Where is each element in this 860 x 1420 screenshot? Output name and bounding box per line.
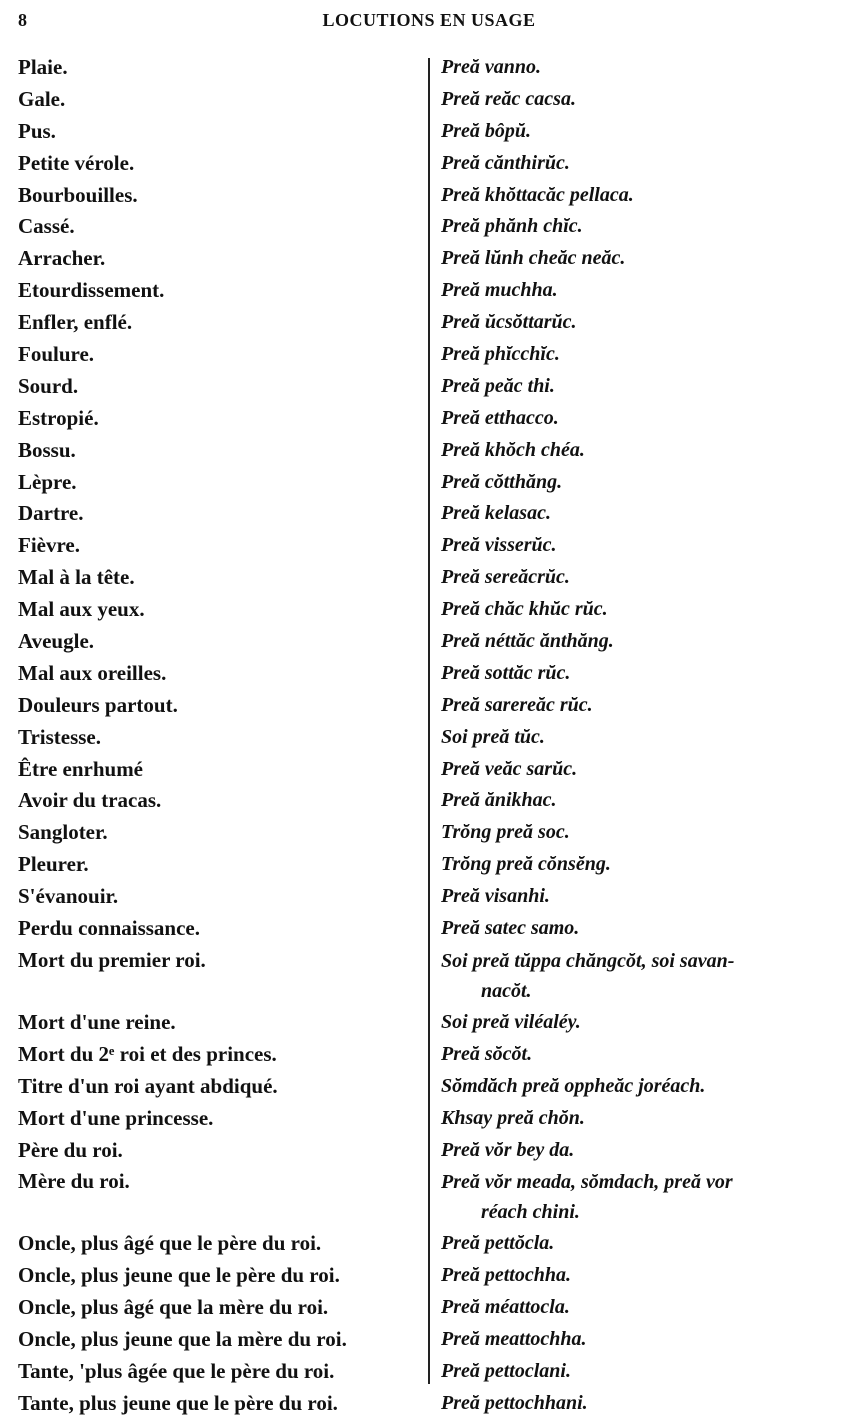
khmer-translation-line: Preă sarereăc rŭc. [441, 693, 593, 716]
vocab-row [0, 754, 860, 786]
khmer-translation [441, 881, 846, 913]
french-term: Père du roi. [18, 1137, 123, 1162]
french-term: Aveugle. [18, 629, 95, 654]
vocab-row [0, 116, 860, 148]
vocab-row [0, 1324, 860, 1356]
khmer-translation-line: Soi preă tŭc. [441, 725, 545, 748]
khmer-translation [441, 403, 846, 435]
vocab-row [0, 849, 860, 881]
french-term: Bourbouilles. [18, 182, 138, 207]
khmer-translation [441, 371, 846, 403]
french-term: Bossu. [18, 437, 76, 462]
french-term: Dartre. [18, 501, 84, 526]
french-term: Mère du roi. [18, 1169, 130, 1194]
khmer-translation [441, 1071, 846, 1103]
khmer-translation [441, 116, 846, 148]
khmer-translation-line: Preă vŏr bey da. [441, 1138, 575, 1161]
running-title: LOCUTIONS EN USAGE [322, 10, 536, 30]
french-term: Estropié. [18, 405, 99, 430]
khmer-translation [441, 243, 846, 275]
french-term: Petite vérole. [18, 150, 135, 175]
vocab-row [0, 562, 860, 594]
khmer-translation-line: Preă etthacco. [441, 406, 559, 429]
khmer-translation [441, 84, 846, 116]
vocab-row [0, 243, 860, 275]
khmer-translation-line: Preă phĭcchĭc. [441, 343, 560, 366]
vocab-row [0, 690, 860, 722]
vocab-row [0, 785, 860, 817]
vocab-row [0, 467, 860, 499]
khmer-translation [441, 1324, 846, 1356]
khmer-translation [441, 211, 846, 243]
khmer-translation-line: Preă pettŏcla. [441, 1232, 555, 1255]
khmer-translation-line: Preă khŏch chéa. [441, 438, 585, 461]
khmer-translation [441, 626, 846, 658]
khmer-translation-line: Khsay preă chŏn. [441, 1106, 585, 1129]
khmer-translation [441, 817, 846, 849]
khmer-translation-line: Preă chăc khŭc rŭc. [441, 598, 608, 621]
vocab-row [0, 1228, 860, 1260]
french-term: Douleurs partout. [18, 692, 178, 717]
khmer-translation-line: Preă phănh chĭc. [441, 215, 583, 238]
khmer-translation [441, 530, 846, 562]
khmer-translation [441, 849, 846, 881]
french-term: Tante, 'plus âgée que le père du roi. [18, 1358, 335, 1383]
french-term: Oncle, plus âgé que le père du roi. [18, 1231, 322, 1256]
french-term: Cassé. [18, 214, 75, 239]
french-term: Fièvre. [18, 533, 80, 558]
khmer-translation [441, 690, 846, 722]
khmer-translation [441, 1228, 846, 1260]
khmer-translation [441, 1292, 846, 1324]
khmer-translation-line: Preă meattochha. [441, 1328, 587, 1351]
french-term: Arracher. [18, 246, 106, 271]
vocab-row [0, 1071, 860, 1103]
khmer-translation-line: Preă ŭcsŏttarŭc. [441, 311, 577, 334]
french-term: Tante, plus jeune que le père du roi. [18, 1390, 338, 1415]
khmer-translation [441, 1260, 846, 1292]
khmer-translation [441, 1135, 846, 1167]
french-term: Enfler, enflé. [18, 310, 133, 335]
vocab-row [0, 52, 860, 84]
khmer-translation-line: Preă peăc thi. [441, 374, 555, 397]
khmer-translation-line: Preă pettochha. [441, 1264, 571, 1287]
french-term: Pus. [18, 118, 56, 143]
french-term: Mort d'une princesse. [18, 1105, 214, 1130]
vocab-row [0, 435, 860, 467]
vocabulary-list [0, 52, 860, 1420]
khmer-translation [441, 785, 846, 817]
french-term: Oncle, plus jeune que la mère du roi. [18, 1327, 347, 1352]
khmer-translation-line: Preă vŏr meada, sŏmdach, preă vor [441, 1171, 733, 1194]
french-term: Mort du premier roi. [18, 947, 206, 972]
khmer-translation-line: Preă cănthirŭc. [441, 151, 570, 174]
khmer-translation [441, 594, 846, 626]
khmer-translation-line: Preă visserŭc. [441, 534, 557, 557]
khmer-translation-line: Preă bôpŭ. [441, 119, 531, 142]
khmer-translation-line: Preă cŏtthăng. [441, 470, 563, 493]
khmer-translation-line: Preă sottăc rŭc. [441, 661, 571, 684]
french-term: Perdu connaissance. [18, 916, 201, 941]
khmer-translation [441, 1167, 846, 1227]
vocab-row [0, 84, 860, 116]
khmer-translation-line: Trŏng preă cŏnsĕng. [441, 853, 611, 876]
vocab-row [0, 498, 860, 530]
french-term: Mal aux oreilles. [18, 660, 167, 685]
khmer-translation [441, 339, 846, 371]
vocab-row [0, 148, 860, 180]
khmer-translation [441, 1103, 846, 1135]
khmer-translation [441, 658, 846, 690]
khmer-translation-line: Preă satec samo. [441, 917, 580, 940]
khmer-translation [441, 148, 846, 180]
french-term: Foulure. [18, 342, 95, 367]
french-term: Mal aux yeux. [18, 597, 145, 622]
khmer-translation-line: Trŏng preă soc. [441, 821, 570, 844]
french-term: Etourdissement. [18, 278, 165, 303]
vocab-row [0, 1103, 860, 1135]
french-term: Sourd. [18, 373, 79, 398]
vocab-row [0, 1007, 860, 1039]
vocab-row [0, 722, 860, 754]
french-term: Tristesse. [18, 724, 102, 749]
khmer-translation [441, 913, 846, 945]
khmer-translation [441, 1039, 846, 1071]
french-term: Oncle, plus âgé que la mère du roi. [18, 1295, 329, 1320]
vocab-row [0, 913, 860, 945]
khmer-translation-line: Preă veăc sarŭc. [441, 757, 578, 780]
vocab-row [0, 1166, 860, 1228]
french-term: Mort du 2ᵉ roi et des princes. [18, 1041, 277, 1066]
khmer-translation [441, 946, 846, 1006]
khmer-translation [441, 722, 846, 754]
khmer-translation-line: Preă ănikhac. [441, 789, 557, 812]
khmer-translation [441, 562, 846, 594]
khmer-translation [441, 52, 846, 84]
khmer-translation-line: Preă lŭnh cheăc neăc. [441, 247, 626, 270]
vocab-row [0, 180, 860, 212]
khmer-translation [441, 180, 846, 212]
french-term: Titre d'un roi ayant abdiqué. [18, 1073, 278, 1098]
khmer-translation-line: Preă méattocla. [441, 1296, 570, 1319]
page-number: 8 [18, 10, 27, 30]
vocab-row [0, 1039, 860, 1071]
french-term: Lèpre. [18, 469, 77, 494]
khmer-translation [441, 1356, 846, 1388]
vocab-row [0, 1292, 860, 1324]
khmer-translation-line: Preă sŏcŏt. [441, 1042, 533, 1065]
khmer-translation [441, 467, 846, 499]
vocab-row [0, 339, 860, 371]
vocab-row [0, 1388, 860, 1420]
vocab-row [0, 817, 860, 849]
khmer-translation-line: Soi preă viléaléy. [441, 1010, 581, 1033]
khmer-translation-continuation: nacŏt. [481, 979, 532, 1002]
khmer-translation-line: Sŏmdăch preă oppheăc joréach. [441, 1074, 706, 1097]
khmer-translation-line: Preă néttăc ănthăng. [441, 630, 614, 653]
khmer-translation-line: Preă pettoclani. [441, 1359, 571, 1382]
vocab-row [0, 1356, 860, 1388]
khmer-translation-line: Preă sereăcrŭc. [441, 566, 570, 589]
khmer-translation [441, 307, 846, 339]
khmer-translation-continuation: réach chini. [481, 1201, 580, 1224]
vocab-row [0, 1260, 860, 1292]
french-term: S'évanouir. [18, 884, 119, 909]
khmer-translation-line: Preă visanhi. [441, 885, 550, 908]
khmer-translation [441, 498, 846, 530]
vocab-row [0, 626, 860, 658]
vocab-row [0, 658, 860, 690]
french-term: Avoir du tracas. [18, 788, 162, 813]
khmer-translation-line: Preă pettochhani. [441, 1391, 588, 1414]
khmer-translation [441, 275, 846, 307]
vocab-row [0, 403, 860, 435]
french-term: Être enrhumé [18, 756, 144, 781]
vocab-row [0, 1135, 860, 1167]
vocab-row [0, 307, 860, 339]
french-term: Sangloter. [18, 820, 108, 845]
vocab-row [0, 530, 860, 562]
khmer-translation-line: Preă reăc cacsa. [441, 87, 576, 110]
khmer-translation-line: Preă kelasac. [441, 502, 551, 525]
khmer-translation-line: Preă vanno. [441, 56, 541, 78]
khmer-translation [441, 435, 846, 467]
vocab-row [0, 881, 860, 913]
french-term: Gale. [18, 86, 66, 111]
khmer-translation-line: Preă muchha. [441, 279, 558, 302]
vocab-row [0, 371, 860, 403]
page-header [18, 6, 840, 36]
french-term: Pleurer. [18, 852, 89, 877]
khmer-translation [441, 1007, 846, 1039]
vocab-row [0, 211, 860, 243]
khmer-translation [441, 754, 846, 786]
french-term: Mort d'une reine. [18, 1009, 176, 1034]
vocab-row [0, 275, 860, 307]
khmer-translation-line: Preă khŏttacăc pellaca. [441, 183, 634, 206]
khmer-translation [441, 1388, 846, 1420]
vocab-row [0, 594, 860, 626]
french-term: Plaie. [18, 55, 68, 79]
french-term: Mal à la tête. [18, 565, 135, 590]
vocab-row [0, 945, 860, 1007]
french-term: Oncle, plus jeune que le père du roi. [18, 1263, 340, 1288]
khmer-translation-line: Soi preă tŭppa chăngcŏt, soi savan- [441, 949, 735, 972]
